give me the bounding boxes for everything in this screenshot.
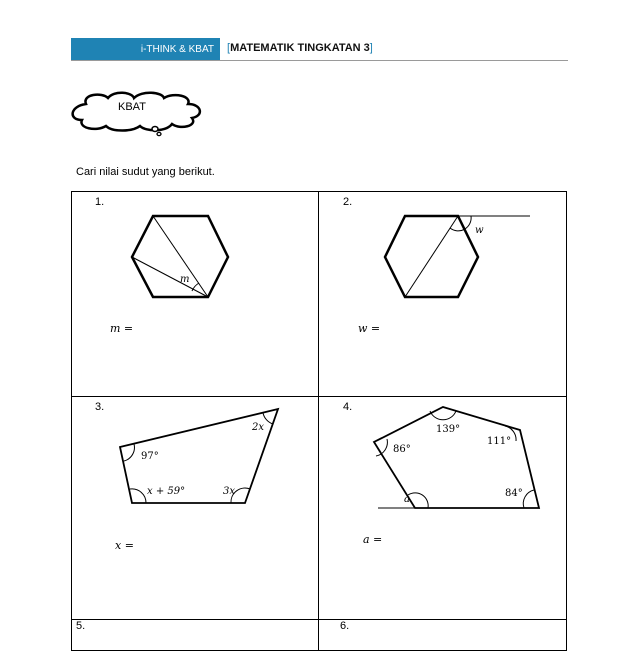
question-3-number: 3. (95, 401, 105, 413)
question-3-label-2x: 2x (252, 422, 265, 433)
question-1-angle-label: m (180, 274, 190, 285)
question-3-label-x59: x + 59° (147, 486, 186, 497)
question-1-answer: m = (110, 322, 134, 335)
header-bracket-open: [ (227, 42, 231, 54)
header-title-text: MATEMATIK TINGKATAN 3 (230, 42, 370, 54)
question-3-label-97: 97° (141, 451, 159, 462)
question-4-label-a: a (404, 494, 410, 505)
question-3-label-3x: 3x (223, 486, 236, 497)
question-5-number: 5. (76, 620, 86, 632)
question-2-angle-label: w (475, 225, 484, 236)
header-bracket-close: ] (369, 42, 373, 54)
header-left-label: i-THINK & KBAT (140, 43, 214, 55)
question-4-label-111: 111° (487, 436, 512, 447)
instruction-text: Cari nilai sudut yang berikut. (76, 166, 215, 178)
question-4-number: 4. (343, 401, 353, 413)
question-4-label-84: 84° (505, 488, 523, 499)
question-3-answer: x = (115, 539, 134, 552)
question-2-hexagon-figure (385, 216, 530, 297)
question-1-number: 1. (95, 196, 105, 208)
question-2-number: 2. (343, 196, 353, 208)
question-6-number: 6. (340, 620, 350, 632)
question-2-answer: w = (358, 322, 381, 335)
cloud-label: KBAT (118, 101, 146, 113)
question-4-answer: a = (363, 533, 383, 546)
question-4-label-139: 139° (436, 424, 461, 435)
question-4-label-86: 86° (393, 444, 411, 455)
